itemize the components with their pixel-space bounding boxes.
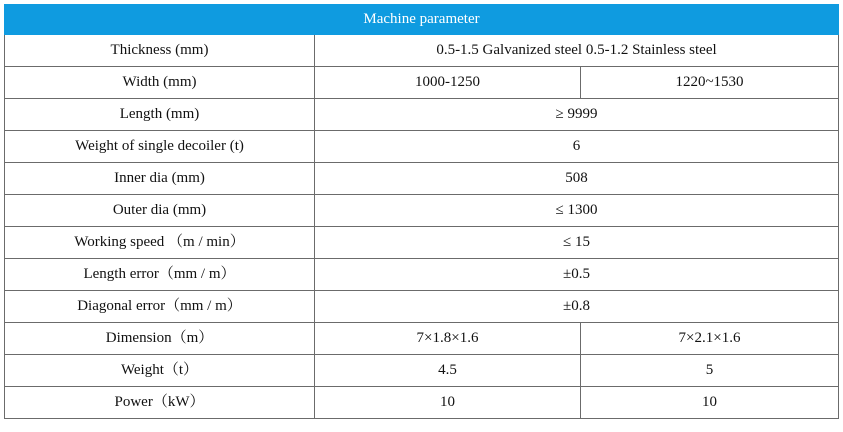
row-value: ±0.8 [315, 291, 839, 323]
row-value-a: 7×1.8×1.6 [315, 323, 581, 355]
row-label: Working speed （m / min） [5, 227, 315, 259]
table-row [5, 195, 839, 227]
row-value-b: 7×2.1×1.6 [581, 323, 839, 355]
row-label: Width (mm) [5, 67, 315, 99]
row-label: Dimension（m） [5, 323, 315, 355]
row-value: ±0.5 [315, 259, 839, 291]
row-label: Power（kW） [5, 387, 315, 419]
row-value: 6 [315, 131, 839, 163]
row-value: ≤ 15 [315, 227, 839, 259]
row-value: 0.5-1.5 Galvanized steel 0.5-1.2 Stainless steel [315, 35, 839, 67]
row-value: 508 [315, 163, 839, 195]
row-label: Inner dia (mm) [5, 163, 315, 195]
row-label: Length error（mm / m） [5, 259, 315, 291]
table-row [5, 35, 839, 67]
row-value-b: 5 [581, 355, 839, 387]
row-value-a: 4.5 [315, 355, 581, 387]
row-label: Diagonal error（mm / m） [5, 291, 315, 323]
table-row [5, 99, 839, 131]
row-value-a: 1000-1250 [315, 67, 581, 99]
table-row [5, 259, 839, 291]
row-label: Outer dia (mm) [5, 195, 315, 227]
table-header-row [5, 5, 839, 35]
row-value-a: 10 [315, 387, 581, 419]
row-value: ≤ 1300 [315, 195, 839, 227]
table-title: Machine parameter [5, 5, 839, 35]
row-value-b: 10 [581, 387, 839, 419]
machine-parameter-table [4, 4, 839, 419]
table-row [5, 323, 839, 355]
table-row [5, 291, 839, 323]
row-label: Thickness (mm) [5, 35, 315, 67]
row-label: Length (mm) [5, 99, 315, 131]
table-row [5, 131, 839, 163]
row-value: ≥ 9999 [315, 99, 839, 131]
table-row [5, 227, 839, 259]
table-row [5, 355, 839, 387]
row-label: Weight of single decoiler (t) [5, 131, 315, 163]
row-value-b: 1220~1530 [581, 67, 839, 99]
row-label: Weight（t） [5, 355, 315, 387]
table-row [5, 67, 839, 99]
table-row [5, 387, 839, 419]
table-row [5, 163, 839, 195]
